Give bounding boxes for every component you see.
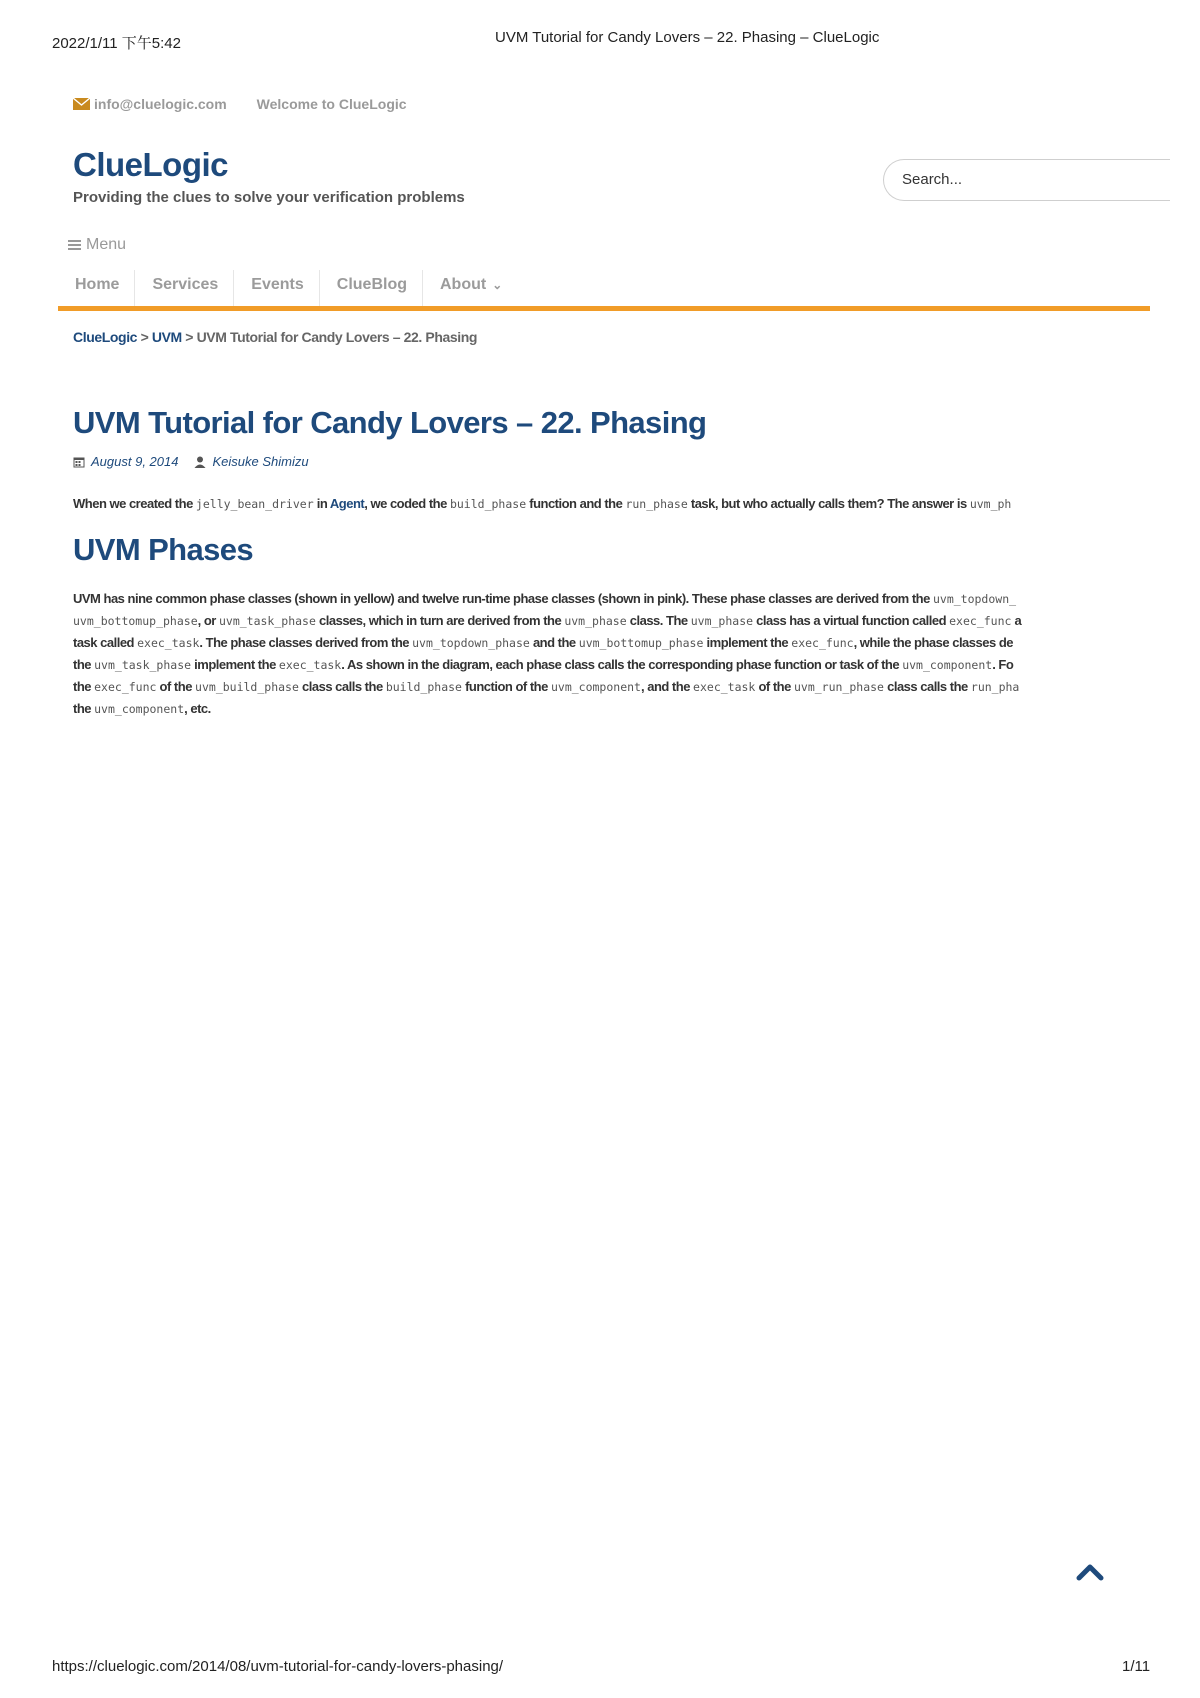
search-input[interactable]: Search... bbox=[883, 159, 1170, 201]
code: uvm_topdown_phase bbox=[412, 636, 530, 650]
envelope-icon bbox=[73, 98, 90, 110]
calendar-icon bbox=[73, 456, 85, 468]
breadcrumb-category[interactable]: UVM bbox=[151, 329, 182, 345]
code: uvm_ph bbox=[969, 497, 1012, 511]
post-date[interactable]: August 9, 2014 bbox=[91, 454, 179, 469]
text: class calls the bbox=[298, 679, 386, 694]
code: uvm_component bbox=[550, 680, 641, 694]
agent-link[interactable]: Agent bbox=[329, 496, 365, 511]
email-text: info@cluelogic.com bbox=[94, 96, 227, 112]
text: in bbox=[313, 496, 330, 511]
text: and the bbox=[529, 635, 579, 650]
site-tagline: Providing the clues to solve your verification problems bbox=[73, 189, 465, 206]
code: run_pha bbox=[970, 680, 1020, 694]
email-link[interactable] bbox=[73, 96, 227, 112]
phases-paragraph bbox=[73, 588, 1150, 720]
text: function and the bbox=[526, 496, 626, 511]
nav-item-home[interactable]: Home bbox=[58, 270, 135, 312]
text: When we created the bbox=[73, 496, 196, 511]
print-title: UVM Tutorial for Candy Lovers – 22. Phasing – ClueLogic bbox=[495, 29, 880, 46]
print-footer-url: https://cluelogic.com/2014/08/uvm-tutorial-for-candy-lovers-phasing/ bbox=[52, 1658, 504, 1675]
text: class. The bbox=[626, 613, 691, 628]
code: uvm_phase bbox=[564, 614, 627, 628]
text: , or bbox=[197, 613, 219, 628]
text: , and the bbox=[640, 679, 694, 694]
text: class has a virtual function called bbox=[753, 613, 950, 628]
code: uvm_run_phase bbox=[793, 680, 884, 694]
breadcrumb-sep: > bbox=[185, 329, 194, 345]
text: function of the bbox=[461, 679, 551, 694]
text: UVM has nine common phase classes (shown in yellow) and twelve run-time phase classes (shown in pink). These phase classes are derived from the bbox=[73, 591, 933, 606]
code: exec_task bbox=[278, 658, 342, 672]
line bbox=[73, 698, 1150, 720]
breadcrumb-current: UVM Tutorial for Candy Lovers – 22. Phasing bbox=[196, 329, 478, 345]
text: classes, which in turn are derived from the bbox=[315, 613, 565, 628]
text: , we coded the bbox=[364, 496, 450, 511]
code: uvm_bottomup_phase bbox=[578, 636, 704, 650]
intro-paragraph bbox=[73, 493, 1150, 515]
line bbox=[73, 654, 1150, 676]
welcome-text: Welcome to ClueLogic bbox=[256, 96, 407, 112]
text: . The phase classes derived from the bbox=[199, 635, 413, 650]
text: the bbox=[73, 701, 95, 716]
code: uvm_bottomup_phase bbox=[73, 614, 198, 628]
menu-toggle-button[interactable] bbox=[68, 236, 126, 254]
code: exec_func bbox=[94, 680, 157, 694]
text: implement the bbox=[703, 635, 792, 650]
site-title[interactable]: ClueLogic bbox=[73, 146, 229, 183]
text: , while the phase classes de bbox=[853, 635, 1013, 650]
text: implement the bbox=[191, 657, 279, 672]
code: exec_task bbox=[693, 680, 756, 694]
post-author-name: Keisuke Shimizu bbox=[212, 454, 309, 469]
section-heading: UVM Phases bbox=[73, 532, 254, 567]
code: build_phase bbox=[385, 680, 462, 694]
nav-item-events[interactable]: Events bbox=[234, 270, 319, 312]
line bbox=[73, 676, 1150, 698]
user-icon bbox=[194, 456, 206, 468]
code: uvm_task_phase bbox=[94, 658, 192, 672]
code: uvm_component bbox=[902, 658, 993, 672]
text: class calls the bbox=[883, 679, 971, 694]
line bbox=[73, 632, 1150, 654]
code: uvm_topdown_ bbox=[932, 592, 1017, 606]
code: uvm_build_phase bbox=[195, 680, 299, 694]
code: jelly_bean_driver bbox=[195, 497, 314, 511]
text: . Fo bbox=[992, 657, 1014, 672]
chevron-down-icon: ⌄ bbox=[492, 278, 503, 292]
code: exec_func bbox=[949, 614, 1012, 628]
text: , etc. bbox=[184, 701, 211, 716]
breadcrumb bbox=[73, 329, 477, 345]
text: task called bbox=[73, 635, 138, 650]
nav-item-about-label: About bbox=[439, 276, 487, 293]
nav-item-clueblog[interactable]: ClueBlog bbox=[320, 270, 423, 312]
page-title: UVM Tutorial for Candy Lovers – 22. Phasing bbox=[73, 405, 707, 440]
code: exec_func bbox=[791, 636, 854, 650]
code: exec_task bbox=[137, 636, 200, 650]
top-bar bbox=[73, 96, 407, 112]
code: run_phase bbox=[625, 497, 688, 511]
text: the bbox=[73, 679, 95, 694]
text: of the bbox=[156, 679, 196, 694]
post-author[interactable] bbox=[194, 454, 308, 469]
chevron-up-icon[interactable] bbox=[1075, 1560, 1105, 1584]
line bbox=[73, 610, 1150, 632]
text: the bbox=[73, 657, 95, 672]
print-datetime: 2022/1/11 下午5:42 bbox=[52, 35, 181, 52]
menu-toggle-label: Menu bbox=[86, 236, 127, 253]
print-footer-page: 1/11 bbox=[1122, 1658, 1151, 1675]
breadcrumb-root[interactable]: ClueLogic bbox=[73, 329, 138, 345]
text: . As shown in the diagram, each phase class calls the corresponding phase function or task of the bbox=[341, 657, 903, 672]
code: uvm_task_phase bbox=[218, 614, 316, 628]
code: uvm_component bbox=[94, 702, 185, 716]
text: task, but who actually calls them? The answer is bbox=[687, 496, 970, 511]
code: uvm_phase bbox=[690, 614, 754, 628]
line bbox=[73, 588, 1150, 610]
hamburger-icon bbox=[68, 238, 81, 252]
text: a bbox=[1011, 613, 1022, 628]
post-meta bbox=[73, 454, 309, 469]
breadcrumb-sep: > bbox=[140, 329, 149, 345]
nav-underline bbox=[58, 306, 1150, 311]
text: of the bbox=[755, 679, 794, 694]
nav-item-services[interactable]: Services bbox=[135, 270, 234, 312]
code: build_phase bbox=[449, 497, 527, 511]
